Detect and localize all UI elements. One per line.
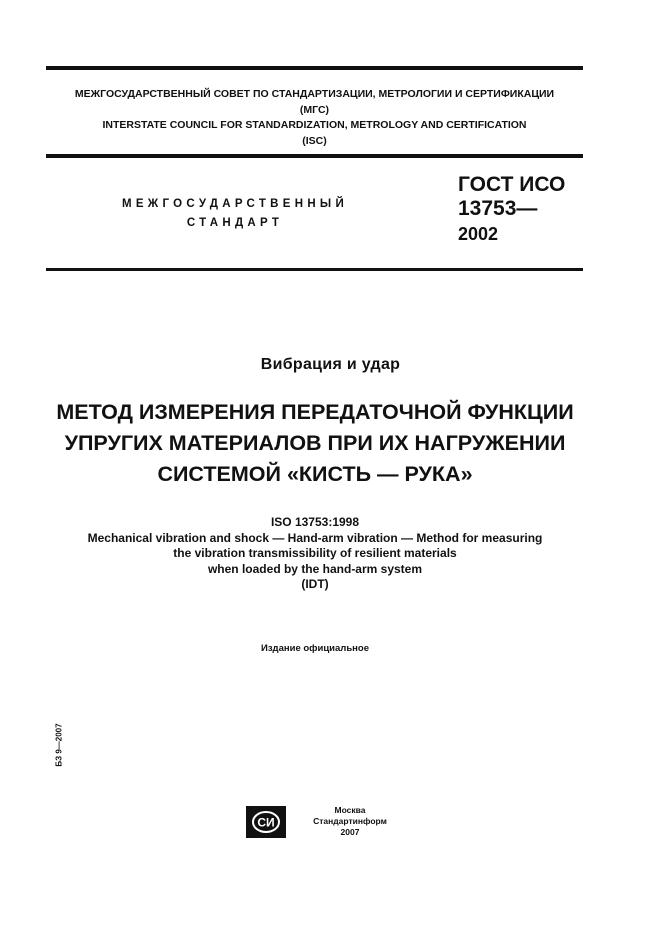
standartinform-logo-icon [246,806,286,838]
iso-reference [0,515,630,593]
subject-heading: Вибрация и удар [260,356,401,373]
publisher-name: Стандартинформ [313,816,387,826]
iso-idt: (IDT) [301,577,329,592]
council-name-en: INTERSTATE COUNCIL FOR STANDARDIZATION, METROLOGY AND CERTIFICATION [102,119,527,131]
edition-label: Издание официальное [261,643,369,654]
title-line: МЕТОД ИЗМЕРЕНИЯ ПЕРЕДАТОЧНОЙ ФУНКЦИИ [56,400,574,424]
standard-type-line2: СТАНДАРТ [186,217,284,229]
standard-type-line1: МЕЖГОСУДАРСТВЕННЫЙ [121,198,349,210]
publisher-block [300,805,400,838]
council-abbr-ru: (МГС) [299,103,330,116]
publisher-city: Москва [334,805,366,815]
bottom-rule [46,268,583,271]
top-rule [46,66,583,70]
council-name-ru: МЕЖГОСУДАРСТВЕННЫЙ СОВЕТ ПО СТАНДАРТИЗАЦИИ, МЕТРОЛОГИИ И СЕРТИФИКАЦИИ [74,88,555,100]
iso-title-line: the vibration transmissibility of resilient materials [173,546,457,561]
council-abbr-en: (ISC) [302,134,327,147]
middle-rule [46,154,583,158]
iso-number: ISO 13753:1998 [270,515,360,529]
document-title [0,397,630,490]
designation-number: 13753— [458,197,538,220]
standard-designation [458,173,565,246]
iso-title-line: Mechanical vibration and shock — Hand-arm vibration — Method for measuring [87,530,543,545]
side-code-text: БЗ 9—2007 [54,723,64,767]
title-line: УПРУГИХ МАТЕРИАЛОВ ПРИ ИХ НАГРУЖЕНИИ [64,431,566,455]
side-code [53,720,65,770]
designation-prefix: ГОСТ ИСО [458,173,566,196]
publisher-year: 2007 [340,827,360,837]
council-header [46,87,583,149]
iso-title-line: when loaded by the hand-arm system [207,561,423,576]
standard-type [90,195,380,233]
designation-year: 2002 [458,224,499,244]
title-line: СИСТЕМОЙ «КИСТЬ — РУКА» [157,462,473,486]
logo-text: СИ [257,815,275,830]
